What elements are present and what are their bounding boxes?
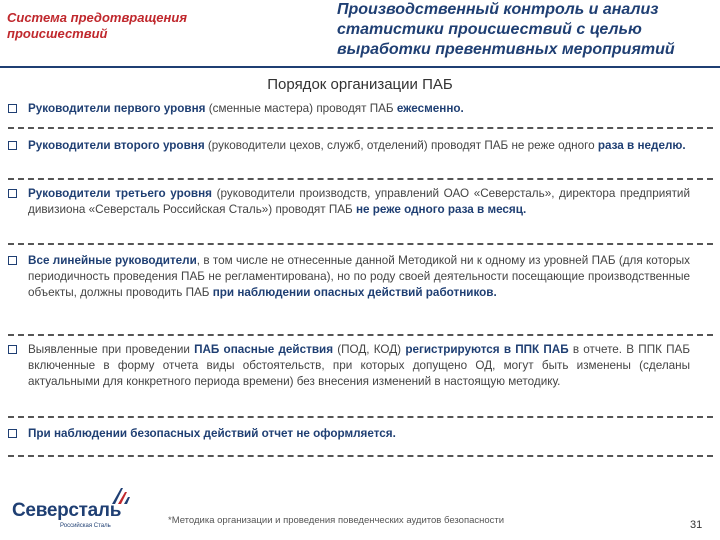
list-item-text: Все линейные руководители, в том числе не отнесенные данной Методикой ни к одному из уровней ПАБ (для которых периодичность проведения ПАБ не регламентирована), но по роду своей деятельности посещающие производственные объекты, должны проводить ПАБ при наблюдении опасных действий работников.	[28, 254, 690, 299]
list-item-text: Руководители первого уровня (сменные мастера) проводят ПАБ ежесменно.	[28, 102, 464, 115]
list-item	[8, 101, 690, 117]
dashed-separator	[8, 243, 713, 245]
bullet-square-icon	[8, 104, 17, 113]
bullet-square-icon	[8, 429, 17, 438]
list-item	[8, 186, 690, 218]
list-item-text: Руководители третьего уровня (руководители производств, управлений ОАО «Северсталь», директора предприятий дивизиона «Северсталь Российская Сталь») проводят ПАБ не реже одного раза в месяц.	[28, 187, 690, 216]
list-item	[8, 253, 690, 301]
bullet-square-icon	[8, 141, 17, 150]
dashed-separator	[8, 455, 713, 457]
dashed-separator	[8, 178, 713, 180]
header-right-title: Производственный контроль и анализ статистики происшествий с целью выработки превентивных мероприятий	[337, 1, 675, 58]
footnote: *Методика организации и проведения поведенческих аудитов безопасности	[168, 515, 505, 526]
dashed-separator	[8, 127, 713, 129]
list-item-text: Руководители второго уровня (руководители цехов, служб, отделений) проводят ПАБ не реже одного раза в неделю.	[28, 139, 686, 152]
bullet-square-icon	[8, 345, 17, 354]
list-item	[8, 426, 690, 442]
header-divider	[0, 66, 720, 68]
page-number: 31	[690, 519, 703, 531]
list-item-text: Выявленные при проведении ПАБ опасные действия (ПОД, КОД) регистрируются в ППК ПАБ в отчете. В ППК ПАБ включенные в форму отчета виды обстоятельств, при которых допущено ОД, могут быть изменены (сделаны актуальными для конкретного периода времени) без внесения изменений в настоящую методику.	[28, 343, 690, 388]
list-item-text: При наблюдении безопасных действий отчет не оформляется.	[28, 427, 396, 440]
dashed-separator	[8, 416, 713, 418]
logo-text: Северсталь	[12, 500, 122, 521]
company-logo	[12, 486, 162, 536]
section-title: Порядок организации ПАБ	[267, 76, 453, 93]
header-left-title: Система предотвращения происшествий	[7, 10, 187, 41]
list-item	[8, 138, 690, 154]
bullet-square-icon	[8, 256, 17, 265]
logo-subtitle: Российская Сталь	[60, 523, 111, 529]
list-item	[8, 342, 690, 390]
dashed-separator	[8, 334, 713, 336]
bullet-square-icon	[8, 189, 17, 198]
